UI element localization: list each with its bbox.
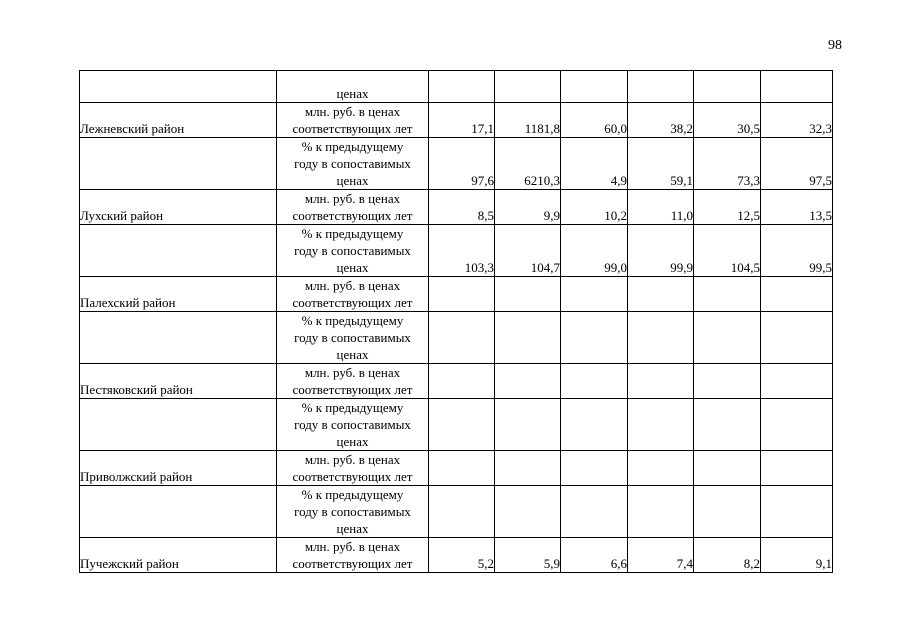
page-number: 98 [828,38,842,53]
unit-cell [277,312,429,364]
value-cell [495,399,561,451]
value-cell [761,277,833,312]
region-cell [80,71,277,103]
unit-line: % к предыдущему [301,400,404,415]
unit-line: соответствующих лет [292,382,413,397]
unit-line: ценах [336,434,369,449]
value-cell [429,451,495,486]
region-cell: Лухский район [80,190,277,225]
unit-line: млн. руб. в ценах [304,104,401,119]
value-cell [761,71,833,103]
value-cell [628,277,694,312]
value-cell: 5,2 [429,538,495,573]
unit-cell [277,364,429,399]
value-cell [694,277,761,312]
value-cell [429,486,495,538]
value-cell [561,399,628,451]
value-cell: 10,2 [561,190,628,225]
table-row [80,486,833,538]
unit-line: ценах [336,260,369,275]
value-cell: 13,5 [761,190,833,225]
value-cell [429,364,495,399]
table-row [80,71,833,103]
region-cell: Приволжский район [80,451,277,486]
table-row [80,190,833,225]
value-cell [429,312,495,364]
region-cell [80,486,277,538]
region-cell [80,138,277,190]
value-cell [628,399,694,451]
region-cell: Пучежский район [80,538,277,573]
value-cell: 99,0 [561,225,628,277]
table-row [80,312,833,364]
region-cell: Палехский район [80,277,277,312]
unit-cell [277,399,429,451]
unit-line: соответствующих лет [292,208,413,223]
unit-line: % к предыдущему [301,313,404,328]
unit-line: году в сопоставимых [294,417,411,432]
unit-line: ценах [336,173,369,188]
region-cell [80,225,277,277]
value-cell [495,277,561,312]
value-cell [628,486,694,538]
unit-line: соответствующих лет [292,556,413,571]
table-row [80,364,833,399]
data-table [79,70,833,573]
table-row [80,225,833,277]
value-cell: 11,0 [628,190,694,225]
unit-line: млн. руб. в ценах [304,452,401,467]
unit-cell [277,103,429,138]
value-cell: 99,5 [761,225,833,277]
value-cell: 5,9 [495,538,561,573]
value-cell [628,312,694,364]
unit-line: соответствующих лет [292,295,413,310]
value-cell: 59,1 [628,138,694,190]
unit-cell [277,190,429,225]
value-cell [694,399,761,451]
value-cell [761,399,833,451]
unit-line: млн. руб. в ценах [304,191,401,206]
unit-cell [277,486,429,538]
region-cell [80,399,277,451]
value-cell: 4,9 [561,138,628,190]
value-cell [561,486,628,538]
value-cell [761,312,833,364]
value-cell: 6210,3 [495,138,561,190]
table-row [80,138,833,190]
unit-cell [277,71,429,103]
value-cell: 6,6 [561,538,628,573]
value-cell [561,71,628,103]
value-cell: 32,3 [761,103,833,138]
value-cell: 30,5 [694,103,761,138]
value-cell: 97,5 [761,138,833,190]
value-cell [495,312,561,364]
unit-cell [277,451,429,486]
value-cell: 17,1 [429,103,495,138]
value-cell: 103,3 [429,225,495,277]
value-cell [694,364,761,399]
value-cell [694,312,761,364]
value-cell [495,364,561,399]
value-cell: 9,9 [495,190,561,225]
value-cell: 60,0 [561,103,628,138]
unit-line: % к предыдущему [301,226,404,241]
value-cell [429,277,495,312]
unit-line: году в сопоставимых [294,156,411,171]
unit-cell [277,538,429,573]
unit-line: ценах [336,347,369,362]
unit-line: % к предыдущему [301,139,404,154]
unit-line: соответствующих лет [292,469,413,484]
value-cell: 1181,8 [495,103,561,138]
value-cell [761,486,833,538]
unit-line: ценах [336,521,369,536]
unit-line: году в сопоставимых [294,504,411,519]
value-cell: 73,3 [694,138,761,190]
unit-line: % к предыдущему [301,487,404,502]
value-cell [495,486,561,538]
unit-line: году в сопоставимых [294,243,411,258]
value-cell [694,451,761,486]
value-cell: 104,5 [694,225,761,277]
table-body [80,71,833,573]
unit-line: году в сопоставимых [294,330,411,345]
table-row [80,538,833,573]
value-cell: 7,4 [628,538,694,573]
value-cell [761,451,833,486]
value-cell [628,451,694,486]
value-cell: 12,5 [694,190,761,225]
table-row [80,451,833,486]
table-row [80,399,833,451]
value-cell: 8,2 [694,538,761,573]
region-cell [80,312,277,364]
unit-cell [277,225,429,277]
value-cell [694,486,761,538]
value-cell [561,451,628,486]
value-cell [628,71,694,103]
value-cell: 9,1 [761,538,833,573]
value-cell [561,277,628,312]
unit-line: млн. руб. в ценах [304,539,401,554]
unit-line: млн. руб. в ценах [304,365,401,380]
value-cell: 8,5 [429,190,495,225]
value-cell [561,364,628,399]
value-cell: 104,7 [495,225,561,277]
value-cell [495,451,561,486]
table-row [80,103,833,138]
unit-cell [277,277,429,312]
value-cell [429,71,495,103]
value-cell [429,399,495,451]
region-cell: Лежневский район [80,103,277,138]
value-cell [761,364,833,399]
region-cell: Пестяковский район [80,364,277,399]
value-cell: 99,9 [628,225,694,277]
value-cell [628,364,694,399]
value-cell: 97,6 [429,138,495,190]
table-row [80,277,833,312]
unit-line: ценах [336,86,369,101]
unit-line: млн. руб. в ценах [304,278,401,293]
value-cell [495,71,561,103]
value-cell [561,312,628,364]
value-cell: 38,2 [628,103,694,138]
unit-cell [277,138,429,190]
value-cell [694,71,761,103]
unit-line: соответствующих лет [292,121,413,136]
